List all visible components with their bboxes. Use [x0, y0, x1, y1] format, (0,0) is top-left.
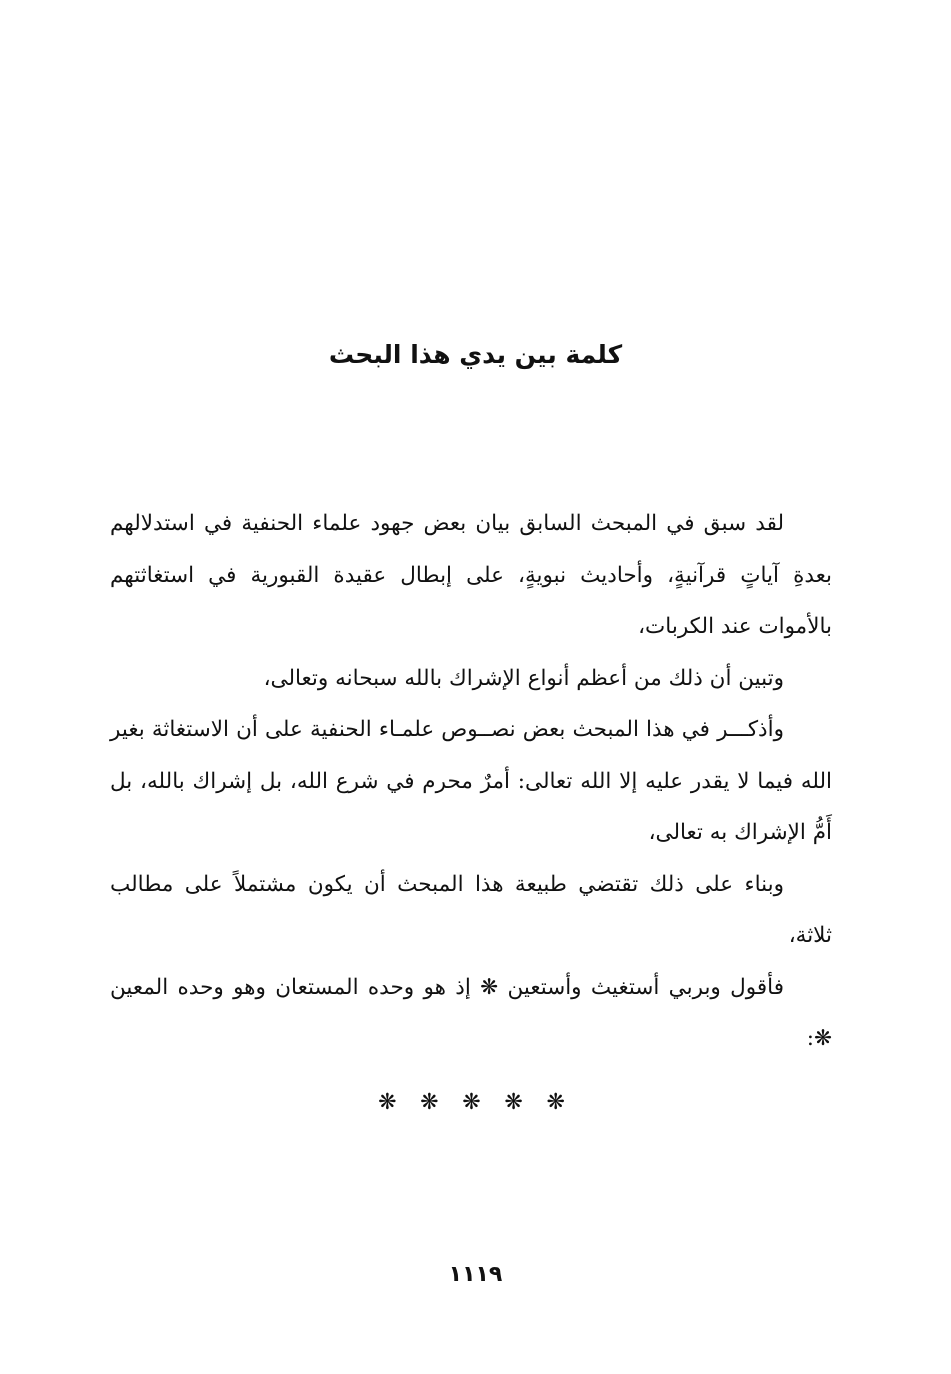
body-text — [110, 498, 832, 1065]
page-number: ١١١٩ — [448, 1262, 503, 1287]
paragraph-4: وبناء على ذلك تقتضي طبيعة هذا المبحث أن يكون مشتملاً على مطالب ثلاثة، — [110, 871, 832, 948]
paragraph-2: وتبين أن ذلك من أعظم أنواع الإشراك بالله سبحانه وتعالى، — [263, 665, 784, 691]
paragraph-3: وأذكـــر في هذا المبحث بعض نصــوص علمـاء الحنفية على أن الاستغاثة بغير الله فيما لا يقدر عليه إلا الله تعالى: أمرٌ محرم في شرع الله، بل إشراك بالله، بل أَمُّ الإشراك به تعالى، — [110, 717, 832, 845]
paragraph-5: فأقول وبربي أستغيث وأستعين ❋ إذ هو وحده المستعان وهو وحده المعين ❋: — [110, 974, 832, 1051]
section-title: كلمة بين يدي هذا البحث — [328, 340, 623, 369]
paragraph-1: لقد سبق في المبحث السابق بيان بعض جهود علماء الحنفية في استدلالهم بعدةِ آياتٍ قرآنيةٍ، وأحاديث نبويةٍ، على إبطال عقيدة القبورية في استغاثتهم بالأموات عند الكربات، — [110, 511, 832, 639]
section-separator: ❋ ❋ ❋ ❋ ❋ — [378, 1090, 573, 1115]
